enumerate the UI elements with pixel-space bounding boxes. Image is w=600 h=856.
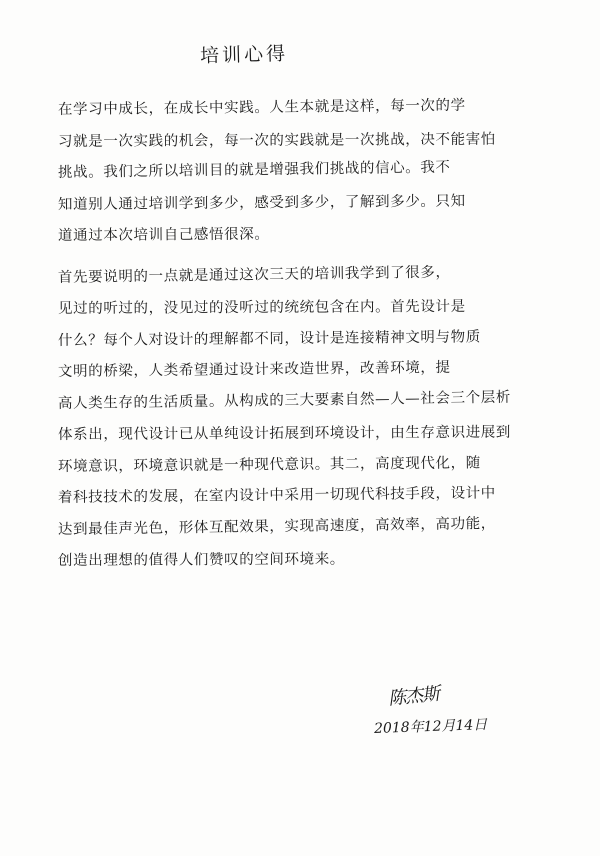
- page-title: 培训心得: [199, 42, 289, 68]
- text-line: 道通过本次培训自己感悟很深。: [57, 226, 270, 244]
- text-line: 体系出，现代设计已从单纯设计拓展到环境设计，由生存意识进展到: [57, 424, 512, 443]
- text-line: 见过的听过的，没见过的没听过的统统包含在内。首先设计是: [57, 298, 466, 317]
- text-line: 高人类生存的生活质量。从构成的三大要素自然—人—社会三个层析: [57, 389, 512, 412]
- text-line: 什么？每个人对设计的理解都不同，设计是连接精神文明与物质: [57, 328, 481, 349]
- date: 2018年12月14日: [373, 717, 488, 737]
- text-line: 在学习中成长，在成长中实践。人生本就是这样，每一次的学: [57, 97, 466, 118]
- text-line: 环境意识，环境意识就是一种现代意识。其二，高度现代化，随: [57, 454, 481, 475]
- text-line: 首先要说明的一点就是通过这次三天的培训我学到了很多，: [57, 264, 451, 286]
- paragraph-2: [58, 263, 558, 578]
- text-line: 达到最佳声光色，形体互配效果，实现高速度，高效率，高功能，: [57, 515, 496, 538]
- text-line: 文明的桥梁，人类希望通过设计来改造世界，改善环境，提: [57, 359, 451, 380]
- text-line: 挑战。我们之所以培训目的就是增强我们挑战的信心。我不: [57, 159, 451, 181]
- paragraph-1: [58, 95, 558, 253]
- signature: 陈杰斯: [387, 683, 441, 710]
- text-line: 习就是一次实践的机会，每一次的实践就是一次挑战，决不能害怕: [57, 131, 496, 150]
- text-line: 着科技技术的发展，在室内设计中采用一切现代科技手段，设计中: [57, 485, 496, 506]
- essay-body: [58, 95, 558, 578]
- text-line: 创造出理想的值得人们赞叹的空间环境来。: [57, 551, 345, 569]
- text-line: 知道别人通过培训学到多少，感受到多少，了解到多少。只知: [57, 192, 466, 213]
